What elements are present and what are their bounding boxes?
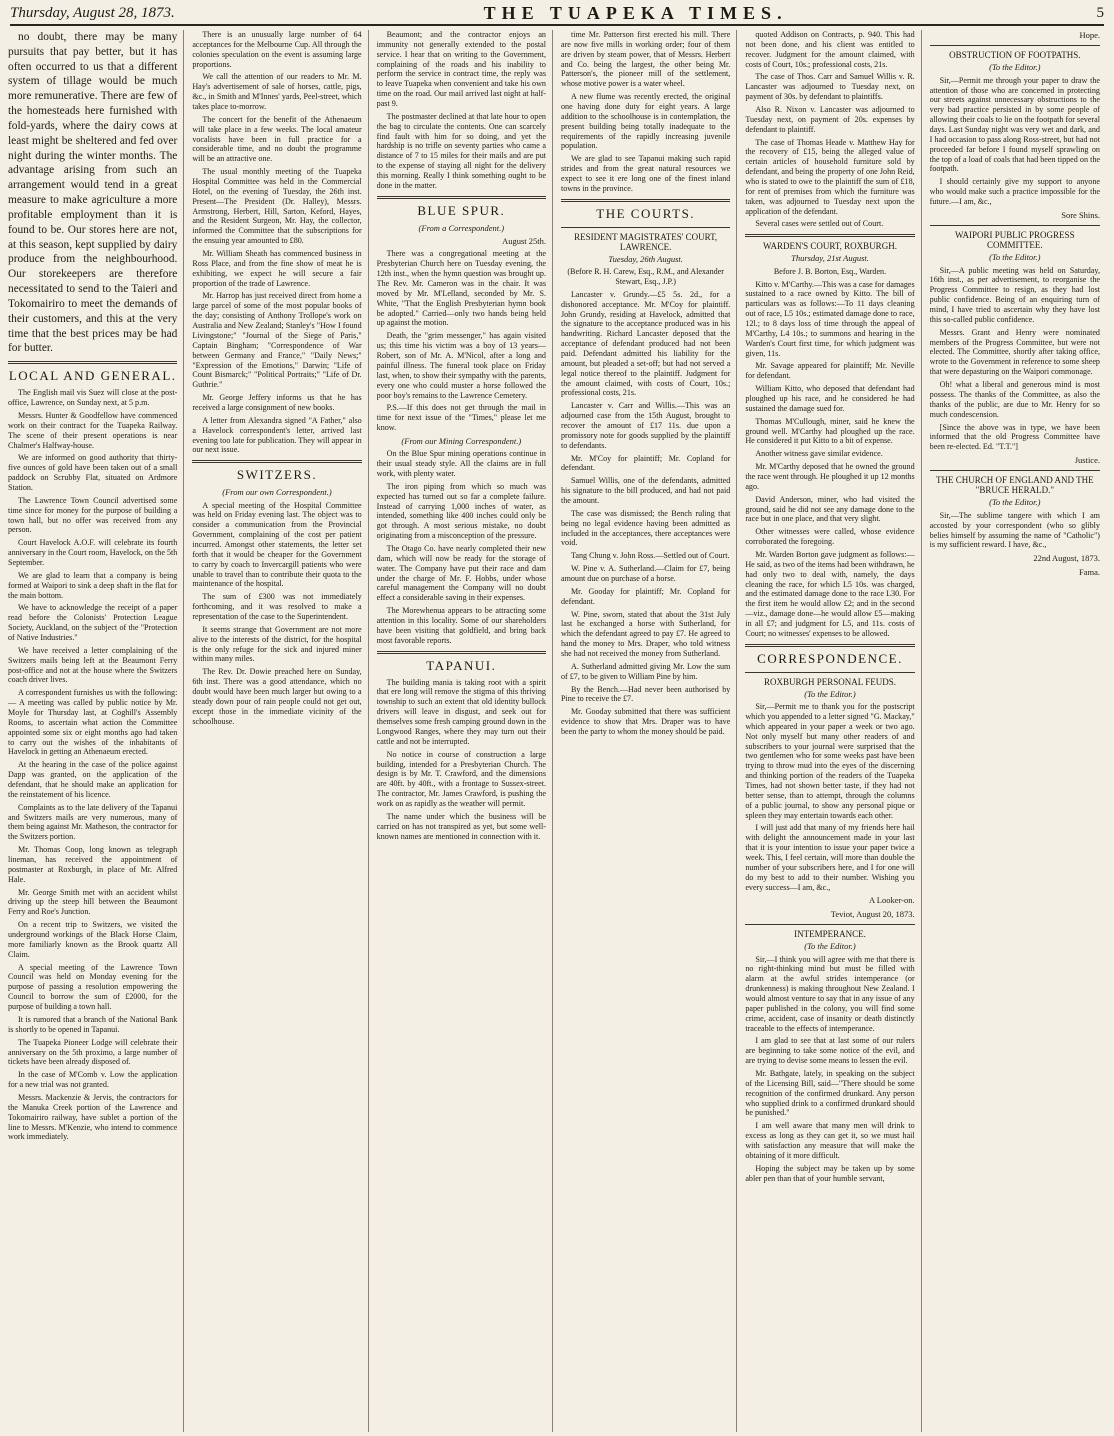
article-paragraph: The Morewhenua appears to be attracting some attention in this locality. Some of our shareholders have been visiting that goldfield, and bring back most favorable reports. [376, 606, 546, 645]
rm-court-items [561, 290, 730, 737]
article-paragraph: Mr. George Smith met with an accident whilst driving up the steep hill between the Beaumont Ferry and Roe's Junction. [8, 887, 178, 917]
mining-byline: (From our Mining Correspondent.) [401, 435, 522, 446]
local-general-heading: LOCAL AND GENERAL. [8, 368, 177, 384]
switzers-continued [377, 30, 546, 191]
church-letter [930, 511, 1100, 550]
switzers-byline: (From our own Correspondent.) [222, 487, 332, 498]
switzers-items [192, 501, 361, 727]
article-paragraph: We are glad to learn that a company is being formed at Waipori to sink a deep shaft in the flat for the main bottom. [8, 570, 178, 600]
article-paragraph: On a recent trip to Switzers, we visited the underground workings of the Black Horse Claim, more familiarly known as the Brook quartz All Claim. [8, 920, 178, 959]
tapanui-continued [561, 30, 730, 194]
column-2 [192, 30, 368, 1432]
article-paragraph: A special meeting of the Hospital Committee was held on Friday evening last. The object was to consider a communication from the Provincial Government, complaining of the cost per patient incurred. Amongst other statements, the letter set forth that it would be cheaper for the Government to carry by coach to Invercargill patients who were unable to travel than to contribute their quota to the maintenance of the hospital. [192, 500, 362, 589]
article-paragraph: The postmaster declined at that late hour to open the bag to circulate the contents. One can scarcely find fault with him for so doing, and yet the hardship is no trifle on seventy parties who came a distance of 7 to 15 miles for their mails and are put to the expense of staying all night for the delivery this morning. Really I think something ought to be done in the matter. [376, 111, 546, 190]
article-paragraph: P.S.—If this does not get through the mail in time for next issue of the "Times," please let me know. [376, 403, 546, 433]
article-paragraph: We call the attention of our readers to Mr. M. Hay's advertisement of sale of horses, cattle, pigs, &c., in Smith and M'Innes' yards, Peel-street, which takes place to-morrow. [192, 72, 362, 112]
article-paragraph: It is rumored that a branch of the National Bank is shortly to be opened in Tapanui. [8, 1014, 178, 1034]
column-4 [561, 30, 737, 1432]
intemperance-editor-line: (To the Editor.) [804, 941, 856, 952]
masthead [10, 2, 1104, 26]
rm-court-date: Tuesday, 26th August. [608, 253, 683, 264]
waipori-signature: Justice. [1074, 455, 1100, 466]
wardens-court-items [745, 280, 914, 639]
rm-court-heading: RESIDENT MAGISTRATES' COURT, LAWRENCE. [574, 231, 718, 252]
article-paragraph: The Tuapeka Pioneer Lodge will celebrate their anniversary on the 5th proximo, a large number of tickets have been already disposed of. [8, 1037, 178, 1067]
courts-heading: THE COURTS. [596, 205, 696, 221]
article-paragraph: The building mania is taking root with a spirit that ere long will remove the stigma of this thriving township to such an extent that old identity bullock drivers will leave in disgust, and seek out for themselves some fresh camping ground down in the Longwood Ranges, where they may turn out their cattle and not be interrupted. [376, 677, 546, 746]
switzers-heading: SWITZERS. [236, 467, 318, 483]
article-paragraph: Lancaster v. Grundy.—£5 5s. 2d., for a dishonored acceptance. Mr. M'Coy for plaintiff. John Grundy, residing at Havelock, admitted that the signature to the acceptance produced was in his handwriting. Richard Lancaster deposed that the acceptance of defendant produced had not been paid. Defendant admitted his liability for the amount, but pleaded a set-off; but had not served a legal notice thereof to the plaintiff. Judgment for the amount claimed, with costs of Court, 10s.; professional costs, 21s. [560, 289, 731, 398]
article-paragraph: It seems strange that Government are not more alive to the interests of the district, for the hospital is the only refuge for the sick and injured miner within many miles. [192, 624, 362, 664]
footpaths-signature: Sore Shins. [1061, 209, 1100, 220]
article-paragraph: On the Blue Spur mining operations continue in their usual steady style. All the claims are in full work, with plenty water. [376, 449, 546, 479]
article-paragraph: time Mr. Patterson first erected his mill. There are now five mills in working order; four of them are driven by steam power, that of Messrs. Herbert and Co. being the largest, the other being Mr. Patterson's, the pioneer mill of the settlement, whose motive power is a water wheel. [560, 30, 731, 89]
article-paragraph: A. Sutherland admitted giving Mr. Low the sum of £7, to be given to William Pine by him. [560, 661, 731, 681]
article-paragraph: Several cases were settled out of Court. [755, 219, 884, 229]
divider [930, 470, 1100, 471]
article-paragraph: Beaumont; and the contractor enjoys an immunity not generally extended to the postal service. I hear that on writing to the Government, complaining of the roads and his inability to perform the service in contract time, the reply was to leave Tuapeka when convenient and take his own time on the road. Our mail arrived last night at half-past 9. [376, 30, 546, 109]
article-paragraph: At the hearing in the case of the police against Dapp was granted, on the application of the defendant, that he should make an application for the reinstatement of his licence. [8, 760, 178, 799]
article-paragraph: Sir,—The sublime tangere with which I am accosted by your correspondent (who so glibly belies himself by assuming the name of "Catholic") is my sufficient reward. I have, &c., [929, 510, 1100, 550]
article-paragraph: Messrs. Mackenzie & Jervis, the contractors for the Manuka Creek portion of the Lawrence and Tokomairiro railway, have sublet a portion of the line to Messrs. M'Kenzie, who intend to commence work immediately. [8, 1092, 178, 1142]
article-paragraph: Court Havelock A.O.F. will celebrate its fourth anniversary in the Court room, Havelock, on the 5th September. [8, 538, 178, 567]
article-paragraph: I should certainly give my support to anyone who would make such a practice impossible for the future.—I am, &c., [929, 177, 1100, 207]
feuds-heading: ROXBURGH PERSONAL FEUDS. [764, 676, 896, 687]
waipori-editor-line: (To the Editor.) [989, 252, 1041, 263]
article-paragraph: The concert for the benefit of the Athenaeum will take place in a few weeks. The local amateur vocalists have been in full practice for a considerable time, and no doubt the programme will be an attractive one. [192, 114, 362, 164]
footpaths-heading: OBSTRUCTION OF FOOTPATHS. [949, 50, 1081, 61]
waipori-heading: WAIPORI PUBLIC PROGRESS COMMITTEE. [955, 230, 1075, 251]
article-paragraph: Tang Chung v. John Ross.—Settled out of Court. [570, 551, 730, 561]
divider [377, 196, 546, 199]
article-paragraph: Mr. William Sheath has commenced business in Ross Place, and from the fine show of meat he is exhibiting, we expect he will secure a fair proportion of the trade of Lawrence. [192, 249, 362, 288]
article-paragraph: Samuel Willis, one of the defendants, admitted his signature to the bill produced, and had not paid the amount. [560, 476, 731, 506]
wardens-court-date: Thursday, 21st August. [791, 253, 869, 264]
article-paragraph: The Lawrence Town Council advertised some time since for money for the purpose of building a town hall, but no offer was received from any person. [8, 495, 178, 535]
article-paragraph: The Rev. Dr. Dowie preached here on Sunday, 6th inst. There was a good attendance, which no doubt would have been much larger but owing to a steady down pour of rain people could not get out, except those in the immediate vicinity of the schoolhouse. [192, 667, 362, 726]
article-paragraph: Mr. Savage appeared for plaintiff; Mr. Neville for defendant. [745, 361, 915, 381]
article-paragraph: The iron piping from which so much was expected has turned out so far a complete failure. Instead of carrying 1,000 inches of water, as intended, something like 400 inches could only be got through. A most serious mistake, no doubt originating from a misconception of the pressure. [376, 481, 546, 541]
article-paragraph: Kitto v. M'Carthy.—This was a case for damages sustained to a race owned by Kitto. The bill of particulars was as follows:—To 11 days cleaning out of race, L5 10s.; estimated damage done to race, 12l.; to 8 days loss of time through the appeal of M'Carthy, L4 10s.; to summons and hearing in the Warden's Court first time, for which judgment was given, 11s. [745, 279, 915, 358]
article-paragraph: Oh! what a liberal and generous mind is most possess. The thanks of the Committee, as also the thanks of the public, are due to Mr. Henry for so much condescension. [929, 380, 1100, 419]
article-paragraph: A letter from Alexandra signed "A Father," also a Havelock correspondent's letter, arrived last evening too late for publication. They will appear in our next issue. [192, 415, 362, 455]
divider [8, 361, 177, 364]
article-paragraph: The English mail vis Suez will close at the post-office, Lawrence, on Sunday next, at 5 p.m. [8, 388, 178, 408]
newspaper-title: THE TUAPEKA TIMES. [483, 2, 788, 23]
article-paragraph: Complaints as to the late delivery of the Tapanui and Switzers mails are very numerous, many of them being against Mr. Matheson, the contractor for the Switzers portion. [8, 802, 178, 842]
article-paragraph: Hoping the subject may be taken up by some abler pen than that of your humble servant, [745, 1163, 915, 1183]
tapanui-items [377, 678, 546, 842]
article-paragraph: Other witnesses were called, whose evidence corroborated the foregoing. [745, 527, 915, 547]
article-paragraph: The sum of £300 was not immediately forthcoming, and it was resolved to make a representation of the case to the Superintendent. [192, 592, 362, 622]
intemperance-heading: INTEMPERANCE. [794, 929, 866, 940]
article-paragraph: I am well aware that many men will drink to excess as long as they can get it, so we must hail with satisfaction any measure that will make the obtaining of it more difficult. [745, 1121, 915, 1160]
rm-court-bench: (Before R. H. Carew, Esq., R.M., and Alexander Stewart, Esq., J.P.) [567, 267, 724, 286]
article-paragraph: The name under which the business will be carried on has not transpired as yet, but some well-known names are mentioned in connection with it. [376, 811, 546, 841]
blue-spur-date: August 25th. [502, 236, 546, 247]
article-paragraph: Death, the "grim messenger," has again visited us; this time his victim was a boy of 13 years—Robert, son of Mr. A. M'Nicol, after a long and painful illness. The funeral took place on Friday last, when, to show their sympathy with the parents, every one who could muster a horse followed the poor boy's remains to the Lawrence Cemetery. [376, 331, 546, 400]
article-paragraph: Messrs. Grant and Henry were nominated members of the Progress Committee, but were not elected. The Committee, shortly after taking office, wrote to the Government in reference to some sheep that were depasturing on the Waipori commonage. [929, 327, 1100, 377]
article-paragraph: A correspondent furnishes us with the following:— A meeting was called by public notice by Mr. Moyle for Thursday last, at Coghill's Assembly Rooms, to ascertain what action the Committee appointed some six or eight months ago had taken to carry out the wishes of the inhabitants of Havelock in getting an Athenaeum erected. [8, 688, 178, 757]
article-paragraph: We are glad to see Tapanui making such rapid strides and from the great natural resources we expect to see it ere long one of the finest inland towns in the province. [560, 154, 731, 193]
issue-date: Thursday, August 28, 1873. [10, 4, 175, 21]
divider [745, 234, 914, 237]
wardens-court-heading: WARDEN'S COURT, ROXBURGH. [763, 241, 897, 252]
divider [745, 924, 914, 925]
article-paragraph: W. Pine v. A. Sutherland.—Claim for £7, being amount due on purchase of a horse. [560, 564, 731, 584]
intemperance-letter [745, 955, 914, 1184]
article-paragraph: Sir,—I think you will agree with me that there is no right-thinking mind but must be filled with alarm at the awful strides intemperance (or drunkenness) is making throughout New Zealand. I would almost venture to say that in any issue of any paper published in the colony, you will find some crime, accident, case of insanity or death distinctly traceable to the effects of intemperance. [745, 954, 915, 1033]
local-items-continued [192, 30, 361, 455]
wardens-court-bench: Before J. B. Borton, Esq., Warden. [773, 266, 887, 276]
article-paragraph: Thomas M'Cullough, miner, said he knew the ground well. M'Carthy had ploughed up the race. He considered it put Kitto to a bit of expense. [745, 416, 915, 446]
column-3 [377, 30, 553, 1432]
article-paragraph: We are informed on good authority that thirty-five ounces of gold have been taken out of a small paddock on Scrubby Flat, situated on Ardmore Station. [8, 453, 178, 492]
waipori-letter [930, 266, 1100, 452]
divider [192, 460, 361, 463]
church-heading: THE CHURCH OF ENGLAND AND THE "BRUCE HERALD." [936, 475, 1094, 496]
article-paragraph: Sir,—Permit me to thank you for the postscript which you appended to a letter signed "G. Mackay," which appeared in your paper a week or two ago. Not only myself but many other readers of and subscribers to your journal were surprised that the two gentlemen who for some weeks past have been trying to throw mud into the eyes of the discerning and thinking portion of the readers of the Tuapeka Times, had not shown better taste, if they had not better sense, than to attempt, through the columns of a public journal, to show any personal pique or spleen they may entertain towards each other. [745, 702, 915, 820]
article-paragraph: Mr. M'Coy for plaintiff; Mr. Copland for defendant. [560, 453, 731, 473]
article-paragraph: By the Bench.—Had never been authorised by Pine to receive the £7. [560, 684, 731, 704]
article-paragraph: quoted Addison on Contracts, p. 940. This had not been done, and his client was entitled to recover. Judgment for the amount claimed, with costs of Court, 10s.; professional costs, 21s. [745, 30, 915, 69]
article-paragraph: Also R. Nixon v. Lancaster was adjourned to Tuesday next, on payment of 20s. expenses by defendant to plaintiff. [745, 105, 915, 134]
article-paragraph: Lancaster v. Carr and Willis.—This was an adjourned case from the 15th August, brought to recover the amount of £17 11s. due upon a promissory note for goods supplied by the plaintiff to defendants. [560, 401, 731, 450]
column-5 [745, 30, 921, 1432]
divider [561, 227, 730, 228]
blue-spur-items [377, 249, 546, 432]
church-signature: Fama. [1078, 566, 1100, 577]
article-paragraph: Mr. M'Carthy deposed that he owned the ground the race went through. He ploughed it up 12 months ago. [745, 462, 915, 491]
feuds-editor-line: (To the Editor.) [804, 688, 856, 699]
page-number: 5 [1096, 4, 1104, 21]
divider [377, 651, 546, 654]
article-paragraph: Mr. Thomas Coop, long known as telegraph lineman, has received the appointment of postmaster at Roxburgh, in place of Mr. Alfred Hale. [8, 845, 178, 884]
article-paragraph: Sir,—Permit me through your paper to draw the attention of those who are concerned in protecting our streets against unnecessary obstructions to the very bad practice persisted in by some people of allowing their coals to lie on the footpath for several days. Last Sunday night was very wet and dark, and I had occasion to pass along Ross-street, but had not proceeded far before I found myself sprawling on the top of a load of coals that had been tipped on the footpath. [929, 75, 1100, 174]
article-paragraph: Mr. George Jeffery informs us that he has received a large consignment of new books. [192, 393, 362, 412]
article-paragraph: David Anderson, miner, who had visited the ground, said he did not see any damage done to the race but in one place, and that very slight. [745, 494, 915, 524]
divider [930, 45, 1100, 46]
article-paragraph: William Kitto, who deposed that defendant had ploughed up his race, and he considered he had sustained the damage sued for. [745, 384, 915, 413]
column-grid [8, 30, 1106, 1432]
article-paragraph: The case of Thos. Carr and Samuel Willis v. R. Lancaster was adjourned to Tuesday next, on payment of 30s. by defendant to plaintiffs. [745, 72, 915, 102]
correspondence-heading: CORRESPONDENCE. [757, 650, 903, 666]
article-paragraph: I am glad to see that at last some of our rulers are beginning to take some notice of the evil, and are trying to devise some means to lessen the evil. [745, 1036, 915, 1066]
column-6 [930, 30, 1106, 1432]
article-paragraph: Another witness gave similar evidence. [755, 449, 883, 459]
tapanui-heading: TAPANUI. [426, 657, 497, 673]
article-paragraph: A special meeting of the Lawrence Town Council was held on Monday evening for the purpose of passing a resolution empowering the Council to borrow the sum of £2000, for the purpose of building a town hall. [8, 962, 178, 1012]
article-paragraph: [Since the above was in type, we have been informed that the old Progress Committee have been re-elected. Ed. "T.T."] [929, 422, 1100, 452]
article-paragraph: We have to acknowledge the receipt of a paper read before the Colonists' Protection League Society, Auckland, on the subject of the "Protection of Native Industries." [8, 603, 178, 642]
feuds-place: Teviot, August 20, 1873. [830, 908, 915, 919]
divider [561, 199, 730, 202]
blue-spur-heading: BLUE SPUR. [417, 202, 506, 218]
article-paragraph: No notice in course of construction a large building, intended for a Presbyterian Church. The design is by Mr. T. Crawford, and the dimensions are 40ft. by 40ft., with a frontage to Sussex-street. The contractor, Mr. James Crawford, is pushing the work on as rapidly as the weather will permit. [376, 749, 546, 808]
article-paragraph: W. Pine, sworn, stated that about the 31st July last he exchanged a horse with Sutherland, for which the defendant agreed to pay £7. He agreed to hand the money to Mrs. Draper, who told witness she had not received the money from Sutherland. [560, 609, 731, 659]
article-paragraph: I will just add that many of my friends here hail with delight the announcement made in your last that it is your intention to issue your paper twice a week. This, I feel certain, will more than double the number of your subscribers here, and I for one will do my best to add to their number. Wishing you every success—I am, &c., [745, 823, 915, 892]
article-paragraph: A new flume was recently erected, the original one having done duty for eight years. A large addition to the schoolhouse is in contemplation, the present building being totally inadequate to the requirements of the rapidly increasing juvenile population. [560, 92, 731, 151]
intemperance-signature: Hope. [1079, 30, 1100, 40]
feuds-signature: A Looker-on. [869, 895, 915, 906]
article-paragraph: Mr. Gooday submitted that there was sufficient evidence to show that Mrs. Draper was to have been the party to whom the money should be paid. [560, 707, 731, 737]
footpaths-letter [930, 76, 1100, 207]
article-paragraph: Mr. Warden Borton gave judgment as follows:—He said, as two of the items had been withdrawn, he had only two to deal with, namely, the days cleaning the race, for which L5 10s. was charged, and the estimated damage done to the race L30. For the first item he would allow £2; and in the second—viz., damage done—he would allow £5—making in all £7; and judgment for L5, and 11s. costs of Court; no witnesses' expenses to be allowed. [745, 550, 915, 638]
church-date: 22nd August, 1873. [1033, 553, 1100, 564]
article-paragraph: Sir,—A public meeting was held on Saturday, 16th inst., as per advertisement, to reorganise the Progress Committee to resign, as they had lost public confidence. Being of an enquiring turn of mind, I have tried to ascertain why they have lost this so-called public confidence. [929, 265, 1100, 324]
article-paragraph: The case of Thomas Heade v. Matthew Hay for the recovery of £15, being the alleged value of certain articles of household furniture sold by defendant, and being the property of one John Reid, who is stated to owe to the plaintiff the sum of £18, for rent of premises from which the furniture was taken, was adjourned to Tuesday next upon the application of the defendant. [745, 137, 915, 216]
feuds-letter [745, 702, 914, 892]
article-paragraph: There was a congregational meeting at the Presbyterian Church here on Tuesday evening, the 12th inst., when the hymn question was brought up. The Rev. Mr. Cameron was in the chair. It was moved by Mr. M'Lelland, seconded by Mr. S. White, "That the English Presbyterian hymn book be adopted." Carried—only two hands being held up against the motion. [376, 249, 546, 328]
article-paragraph: Messrs. Hunter & Goodfellow have commenced work on their contract for the Tuapeka Railway. The scene of their present operations is near Chalmer's Halfway-house. [8, 410, 178, 450]
article-paragraph: In the case of M'Comb v. Low the application for a new trial was not granted. [8, 1070, 178, 1090]
local-items [8, 388, 177, 1142]
article-paragraph: Mr. Harrop has just received direct from home a large parcel of some of the most popular books of the day; consisting of Anthony Trollope's work on Australia and New Zealand; Stanley's "How I found Livingstone;" "Journal of the Siege of Paris," Captain Bingham; "Correspondence of War between Germany and France," "Daily News;" "Expression of the Emotions," Darwin; "Life of Count Bismarck;" "Political Portraits;" "Life of Dr. Guthrie." [192, 291, 362, 390]
article-paragraph: Mr. Bathgate, lately, in speaking on the subject of the Licensing Bill, said—"There should be some recognition of the confirmed drunkard. Any person who supplied drink to a confirmed drunkard should be punished." [745, 1068, 915, 1118]
article-paragraph: We have received a letter complaining of the Switzers mails being left at the Beaumont Ferry post-office and not at the house where the Switzers coach driver lives. [8, 645, 178, 685]
blue-spur-byline: (From a Correspondent.) [418, 222, 505, 233]
divider [745, 644, 914, 647]
article-paragraph: The Otago Co. have nearly completed their new dam, which will now be ready for the storage of water. The Company have put their race and dam under the charge of Mr. F. Hobbs, under whose careful management the Company will no doubt effect a considerable saving in their expenses. [376, 544, 546, 603]
article-paragraph: Mr. Gooday for plaintiff; Mr. Copland for defendant. [560, 586, 731, 606]
mining-items [377, 449, 546, 645]
article-paragraph: The usual monthly meeting of the Tuapeka Hospital Committee was held in the Commercial Hotel, on the evening of Tuesday, the 26th inst. Present—The President (Dr. Halley), Messrs. Armstrong, Herbert, Hill, Sarton, Keford, Hayes, and the Resident Surgeon, Mr. Hay, the collector, informed the Committee that the subscriptions for the ensuing year amounted to £80. [192, 167, 362, 246]
divider [930, 225, 1100, 226]
column-1 [8, 30, 184, 1432]
article-paragraph: There is an unusually large number of 64 acceptances for the Melbourne Cup. All through the colonies speculation on the event is assuming large proportions. [192, 30, 362, 69]
rm-court-continued [745, 30, 914, 229]
divider [745, 672, 914, 673]
article-paragraph: The case was dismissed; the Bench ruling that being no legal evidence having been admitted as included in the acceptances, there acceptances were void. [560, 508, 731, 548]
footpaths-editor-line: (To the Editor.) [989, 62, 1041, 73]
editorial-lead: no doubt, there may be many pursuits that pay better, but it has often occurred to us that a different system of tillage would be much more remunerative. There are few of the homesteads here furnished with fold-yards, where the dairy cows at least might be sheltered and fed over night during the winter months. The advantage arising from such an arrangement would tend in a great measure to make agriculture a more profitable employment than it is found to be. Our stores here are not, at this season, kept supplied by dairy produce from the neighbourhood. Our storekeepers are therefore necessitated to send to the Taieri and Tokomairiro to meet the demands of their customers, and this at the very time that the best prices may be had for butter. [8, 31, 178, 355]
church-editor-line: (To the Editor.) [989, 497, 1041, 508]
